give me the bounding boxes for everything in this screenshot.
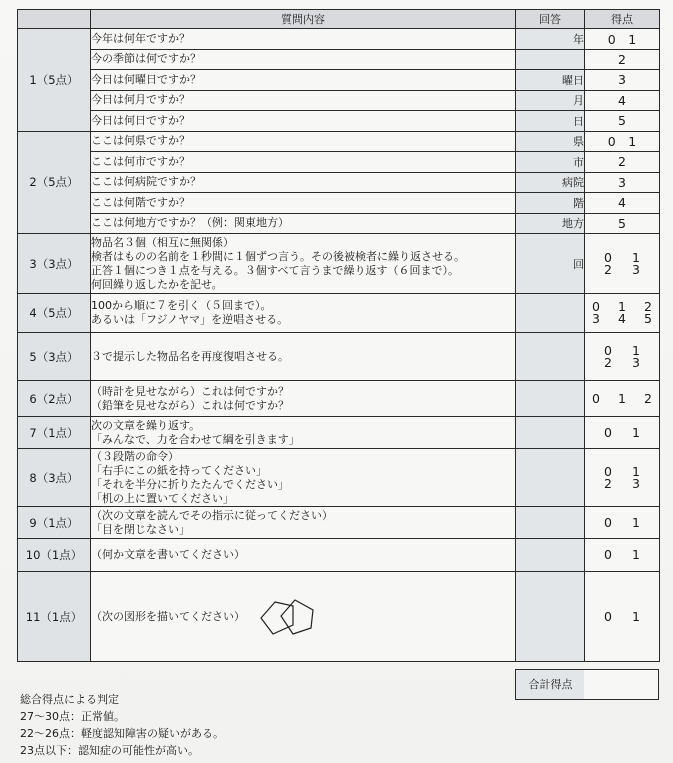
header-question: 質問内容 [91, 10, 516, 29]
score-value: 0 [604, 342, 612, 358]
score-value: 0 [592, 299, 600, 314]
question-line: （時計を見せながら）これは何ですか？ [91, 384, 289, 398]
question-line: 100から順に７を引く（５回まで）。 [91, 299, 272, 312]
table-row [18, 29, 660, 50]
answer-cell[interactable] [516, 572, 585, 662]
score-cell [585, 333, 660, 381]
pentagon-left [261, 602, 293, 634]
category-cell: 2（5点） [18, 131, 91, 234]
question-line: 「右手にこの紙を持ってください」 [91, 463, 267, 477]
question-cell [91, 294, 516, 333]
score-value: 0 [592, 390, 600, 406]
answer-cell[interactable] [516, 49, 585, 70]
score-value: 4 [618, 311, 626, 326]
judgement-legend [20, 691, 224, 759]
legend-title: 総合得点による判定 [20, 693, 119, 706]
table-row [18, 449, 660, 507]
answer-cell[interactable]: 病院 [516, 172, 585, 193]
answer-cell[interactable]: 県 [516, 131, 585, 152]
total-score-label: 合計得点 [515, 669, 586, 700]
header-blank [18, 10, 91, 29]
score-value: 1 [632, 547, 640, 562]
score-cell: 3 [585, 70, 660, 91]
score-value: 0 [604, 547, 612, 562]
category-cell: 7（1点） [18, 417, 91, 449]
table-row [18, 417, 660, 449]
question-line: （何か文章を書いてください） [91, 548, 245, 561]
category-cell: 9（1点） [18, 507, 91, 539]
answer-cell[interactable] [516, 449, 585, 507]
table-row [18, 131, 660, 152]
score-value: 1 [618, 299, 626, 314]
score-value: 2 [604, 475, 612, 491]
score-cell: 4 [585, 90, 660, 111]
score-cell: 5 [585, 213, 660, 234]
score-value: 2 [604, 354, 612, 370]
header-answer: 回答 [516, 10, 585, 29]
question-cell: 今日は何曜日ですか？ [91, 70, 516, 91]
category-cell: 10（1点） [18, 539, 91, 572]
question-cell: 今日は何月ですか？ [91, 90, 516, 111]
question-cell: ここは何階ですか？ [91, 193, 516, 214]
category-cell: 4（5点） [18, 294, 91, 333]
score-value: 1 [632, 342, 640, 358]
legend-item: 27〜30点：正常値。 [20, 710, 125, 723]
question-line: あるいは「フジノヤマ」を逆唱させる。 [91, 313, 289, 326]
category-cell: 8（3点） [18, 449, 91, 507]
score-value: 2 [644, 390, 652, 406]
category-cell: 1（5点） [18, 29, 91, 132]
score-cell: 2 [585, 152, 660, 173]
answer-cell[interactable]: 階 [516, 193, 585, 214]
question-cell [91, 507, 516, 539]
table-row [18, 234, 660, 294]
question-cell: 今日は何日ですか？ [91, 111, 516, 132]
question-line: ３で提示した物品名を再度復唱させる。 [91, 349, 289, 363]
question-cell [91, 333, 516, 381]
score-value: 1 [632, 249, 640, 265]
answer-cell[interactable]: 日 [516, 111, 585, 132]
question-cell [91, 417, 516, 449]
question-line: （３段階の命令） [91, 449, 179, 463]
category-cell: 3（3点） [18, 234, 91, 294]
score-value: 0 [604, 514, 612, 530]
answer-cell[interactable] [516, 417, 585, 449]
mmse-table [17, 9, 660, 662]
table-row [18, 333, 660, 381]
score-value: 5 [644, 311, 652, 326]
question-cell: ここは何地方ですか？（例：関東地方） [91, 213, 516, 234]
score-value: 3 [632, 354, 640, 370]
intersecting-pentagons-figure [255, 596, 319, 638]
table-row [18, 172, 660, 193]
table-row [18, 193, 660, 214]
table-row [18, 507, 660, 539]
answer-cell[interactable] [516, 507, 585, 539]
score-cell [585, 449, 660, 507]
score-cell [585, 294, 660, 333]
table-row [18, 70, 660, 91]
score-cell [585, 417, 660, 449]
total-score-field[interactable] [584, 669, 659, 700]
question-line: 物品名３個（相互に無関係） [91, 235, 234, 249]
question-cell: ここは何県ですか？ [91, 131, 516, 152]
score-value: 0 [604, 463, 612, 479]
question-line: （鉛筆を見せながら）これは何ですか？ [91, 398, 289, 412]
pentagon-right [281, 600, 313, 634]
question-line: 「みんなで、力を合わせて綱を引きます」 [91, 432, 300, 446]
question-line: 次の文章を繰り返す。 [91, 418, 201, 432]
answer-cell[interactable]: 年 [516, 29, 585, 50]
question-cell [91, 234, 516, 294]
question-cell [91, 449, 516, 507]
header-score: 得点 [585, 10, 660, 29]
question-line: （次の図形を描いてください） [91, 609, 245, 623]
answer-cell[interactable] [516, 539, 585, 572]
question-cell: ここは何病院ですか？ [91, 172, 516, 193]
question-cell [91, 539, 516, 572]
answer-cell[interactable]: 市 [516, 152, 585, 173]
score-value: 0 [604, 424, 612, 440]
score-value: 1 [632, 424, 640, 440]
score-cell: 0 1 [585, 131, 660, 152]
question-line: 検者はものの名前を１秒間に１個ずつ言う。その後被検者に繰り返させる。 [91, 249, 465, 263]
score-value: 0 [604, 249, 612, 265]
question-cell [91, 572, 516, 662]
answer-cell[interactable] [516, 381, 585, 417]
score-value: 3 [592, 311, 600, 326]
score-value: 3 [632, 261, 640, 277]
question-cell: ここは何市ですか？ [91, 152, 516, 173]
answer-cell[interactable]: 回 [516, 234, 585, 294]
score-cell [585, 234, 660, 294]
answer-cell[interactable]: 曜日 [516, 70, 585, 91]
score-value: 1 [632, 514, 640, 530]
score-cell [585, 572, 660, 662]
question-line: 正答１個につき１点を与える。３個すべて言うまで繰り返す（６回まで）。 [91, 263, 460, 277]
table-row [18, 572, 660, 662]
score-cell: 3 [585, 172, 660, 193]
score-value: 1 [632, 608, 640, 624]
score-value: 0 [604, 608, 612, 624]
score-value: 1 [632, 463, 640, 479]
question-line: 何回繰り返したかを記せ。 [91, 277, 223, 291]
legend-item: 22〜26点：軽度認知障害の疑いがある。 [20, 727, 224, 740]
table-row [18, 539, 660, 572]
question-line: （次の文章を読んでその指示に従ってください） [91, 508, 333, 522]
score-value: 2 [604, 261, 612, 277]
question-cell [91, 381, 516, 417]
question-line: 「机の上に置いてください」 [91, 491, 234, 505]
category-cell: 5（3点） [18, 333, 91, 381]
question-cell: 今年は何年ですか？ [91, 29, 516, 50]
question-cell: 今の季節は何ですか？ [91, 49, 516, 70]
score-value: 1 [618, 390, 626, 406]
table-row [18, 111, 660, 132]
category-cell: 6（2点） [18, 381, 91, 417]
answer-cell[interactable] [516, 333, 585, 381]
score-cell [585, 507, 660, 539]
answer-cell[interactable]: 地方 [516, 213, 585, 234]
table-header [18, 10, 660, 29]
table-row [18, 90, 660, 111]
legend-item: 23点以下：認知症の可能性が高い。 [20, 744, 199, 757]
score-cell: 2 [585, 49, 660, 70]
score-cell: 5 [585, 111, 660, 132]
question-line: 「目を閉じなさい」 [91, 522, 190, 536]
score-cell: 4 [585, 193, 660, 214]
table-row [18, 381, 660, 417]
score-cell [585, 381, 660, 417]
category-cell: 11（1点） [18, 572, 91, 662]
table-row [18, 152, 660, 173]
answer-cell[interactable]: 月 [516, 90, 585, 111]
answer-cell[interactable] [516, 294, 585, 333]
table-row [18, 213, 660, 234]
score-cell: 0 1 [585, 29, 660, 50]
table-row [18, 49, 660, 70]
score-cell [585, 539, 660, 572]
question-line: 「それを半分に折りたたんでください」 [91, 477, 289, 491]
score-value: 3 [632, 475, 640, 491]
score-value: 2 [644, 299, 652, 314]
table-row [18, 294, 660, 333]
